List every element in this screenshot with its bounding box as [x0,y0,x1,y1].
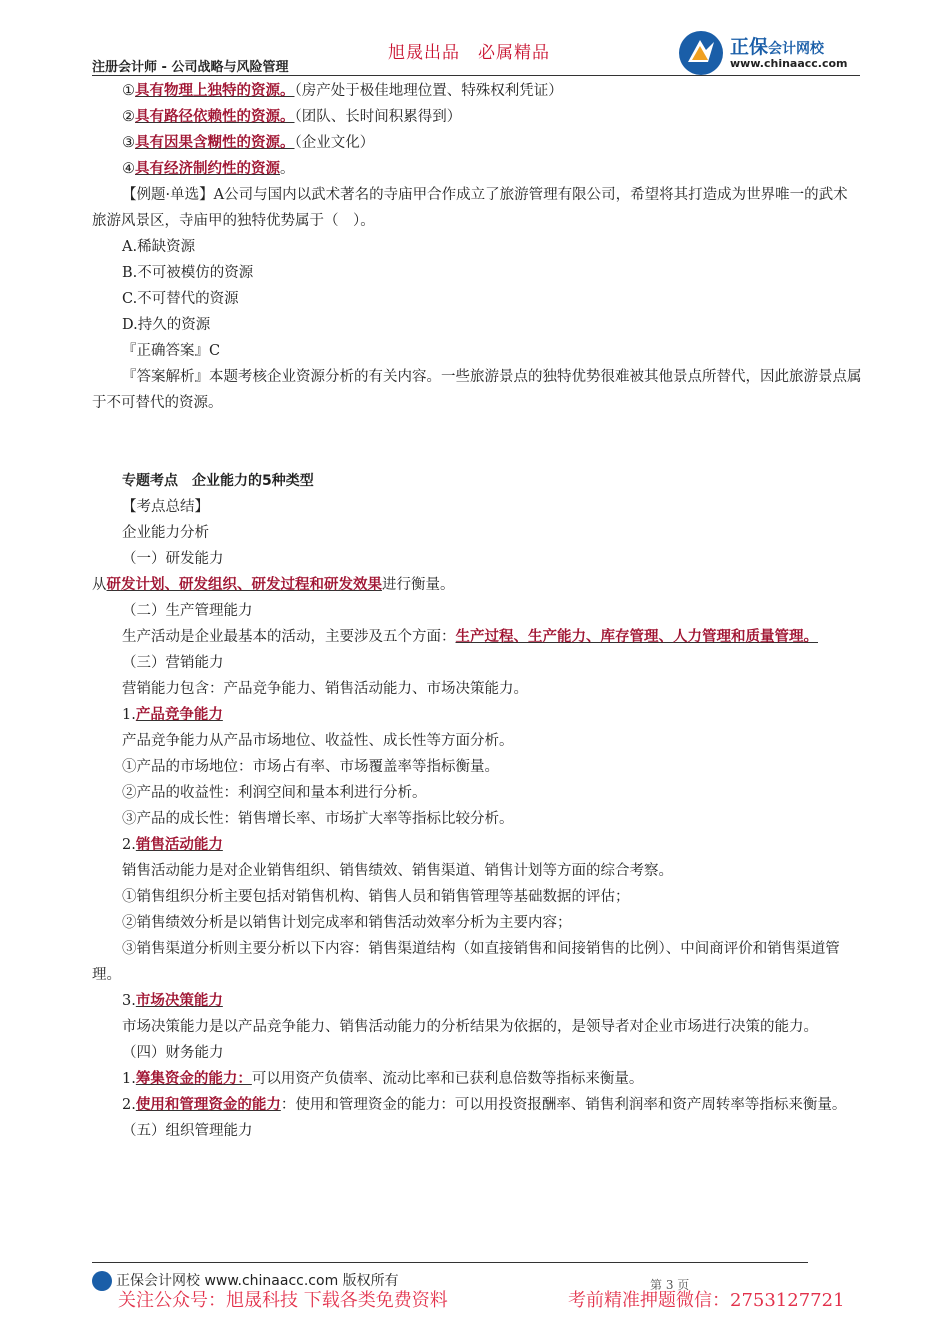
footer-brand: 正保会计网校 www.chinaacc.com 版权所有 [92,1270,399,1291]
marketing-item-2-c: ③销售渠道分析则主要分析以下内容：销售渠道结构（如直接销售和间接销售的比例）、中间商评价和销售渠道管理。 [92,941,840,983]
capability-title: 企业能力分析 [122,525,209,541]
slogan-part-2: 必属精品 [478,43,550,63]
header-course-title: 注册会计师 - 公司战略与风险管理 [92,60,289,75]
marketing-item-1-a: ①产品的市场地位：市场占有率、市场覆盖率等指标衡量。 [122,759,499,775]
marketing-item-1: 1.产品竞争能力 [122,706,223,723]
resource-item-1: ①具有物理上独特的资源。（房产处于极佳地理位置、特殊权利凭证） [122,82,563,99]
production-desc: 生产活动是企业最基本的活动，主要涉及五个方面：生产过程、生产能力、库存管理、人力管理和质量管理。 [122,628,818,645]
marketing-intro: 营销能力包含：产品竞争能力、销售活动能力、市场决策能力。 [122,681,528,697]
watermark-left: 关注公众号：旭晟科技 下载各类免费资料 [118,1290,448,1311]
correct-answer: 『正确答案』C [122,343,221,359]
marketing-item-3: 3.市场决策能力 [122,992,223,1009]
header-divider [92,75,860,76]
watermark-right: 考前精准押题微信：2753127721 [568,1290,845,1311]
resource-item-2: ②具有路径依赖性的资源。（团队、长时间积累得到） [122,108,462,125]
document-body [92,78,862,1144]
option-d: D.持久的资源 [122,317,211,333]
summary-label: 【考点总结】 [122,499,209,515]
answer-analysis: 『答案解析』本题考核企业资源分析的有关内容。一些旅游景点的独特优势很难被其他景点所替代，因此旅游景点属于不可替代的资源。 [92,369,862,411]
footer-logo-icon [92,1271,112,1291]
marketing-item-2-b: ②销售绩效分析是以销售计划完成率和销售活动效率分析为主要内容； [122,915,572,931]
marketing-item-1-desc: 产品竞争能力从产品市场地位、收益性、成长性等方面分析。 [122,733,514,749]
resource-item-3: ③具有因果含糊性的资源。（企业文化） [122,134,375,151]
section-organization: （五）组织管理能力 [122,1123,253,1139]
topic-heading: 专题考点 企业能力的5种类型 [122,473,314,489]
finance-item-1: 1.筹集资金的能力：可以用资产负债率、流动比率和已获利息倍数等指标来衡量。 [122,1070,644,1087]
section-rd: （一）研发能力 [122,551,224,567]
marketing-item-2-a: ①销售组织分析主要包括对销售机构、销售人员和销售管理等基础数据的评估； [122,889,630,905]
logo-name: 正保会计网校 [730,36,825,58]
rd-measure: 从研发计划、研发组织、研发过程和研发效果进行衡量。 [92,576,455,593]
page-number: 第 3 页 [650,1278,690,1292]
marketing-item-1-b: ②产品的收益性：利润空间和量本利进行分析。 [122,785,427,801]
section-finance: （四）财务能力 [122,1045,224,1061]
marketing-item-3-desc: 市场决策能力是以产品竞争能力、销售活动能力的分析结果为依据的，是领导者对企业市场进行决策的能力。 [122,1019,818,1035]
marketing-item-1-c: ③产品的成长性：销售增长率、市场扩大率等指标比较分析。 [122,811,514,827]
slogan-part-1: 旭晟出品 [388,43,460,63]
header-slogan [388,38,568,63]
option-b: B.不可被模仿的资源 [122,265,254,281]
section-marketing: （三）营销能力 [122,655,224,671]
option-a: A.稀缺资源 [122,239,196,255]
logo-emblem-icon [678,30,724,76]
resource-item-4: ④具有经济制约性的资源。 [122,160,295,177]
marketing-item-2-desc: 销售活动能力是对企业销售组织、销售绩效、销售渠道、销售计划等方面的综合考察。 [122,863,673,879]
logo-url: www.chinaacc.com [730,57,848,70]
marketing-item-2: 2.销售活动能力 [122,836,223,853]
finance-item-2: 2.使用和管理资金的能力：使用和管理资金的能力：可以用投资报酬率、销售利润率和资产周转率等指标来衡量。 [122,1096,847,1113]
section-production: （二）生产管理能力 [122,603,253,619]
option-c: C.不可替代的资源 [122,291,239,307]
footer-divider [92,1262,808,1263]
brand-logo [678,30,868,76]
example-question: 【例题·单选】A公司与国内以武术著名的寺庙甲合作成立了旅游管理有限公司，希望将其打造成为世界唯一的武术旅游风景区，寺庙甲的独特优势属于（ ）。 [92,187,848,229]
